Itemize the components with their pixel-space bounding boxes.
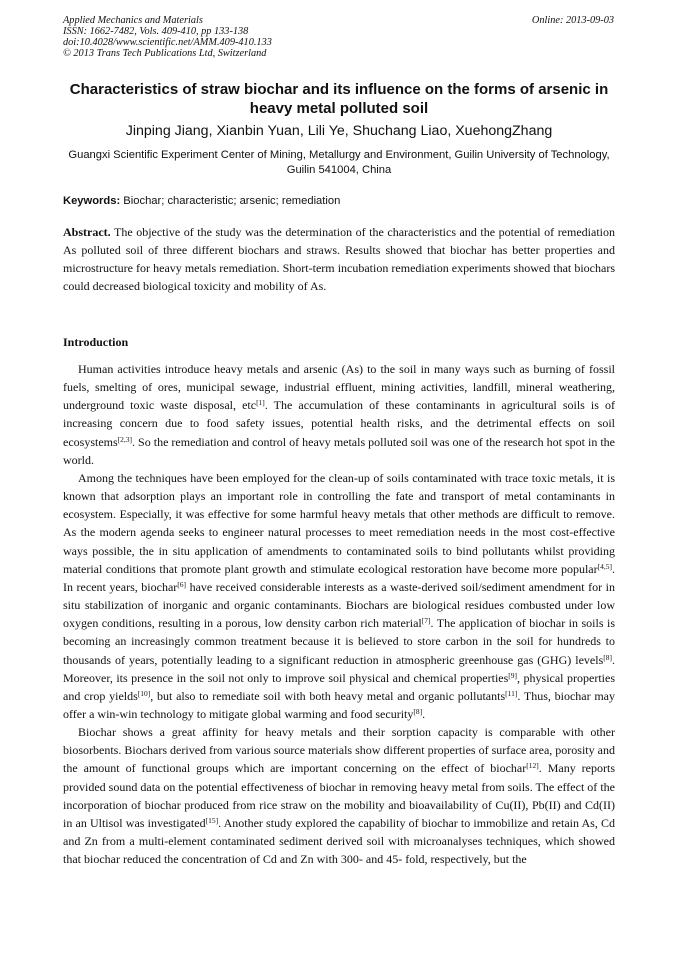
author-list: Jinping Jiang, Xianbin Yuan, Lili Ye, Shuchang Liao, XuehongZhang: [125, 123, 553, 139]
text-run: Among the techniques have been employed for the clean-up of soils contaminated with trace toxic metals, it is known that adsorption plays an important role in controlling the fate and transport of metal contaminants in ecosystem. Especially, it was effective for some harmful heavy metals that other methods are difficult to remove. As the modern agenda seeks to engineer natural processes to meet remediation needs in the most cost-effective ways possible, the in situ application of amendments to contaminated soils to bind pollutants whilst providing material conditions that promote plant growth and stimulate ecological restoration have become more popular: [63, 470, 615, 576]
citation: [8]: [413, 706, 423, 716]
journal-name: Applied Mechanics and Materials: [63, 15, 203, 26]
paper-title: Characteristics of straw biochar and its influence on the forms of arsenic in heavy metal polluted soil: [69, 81, 609, 117]
copyright-line: © 2013 Trans Tech Publications Ltd, Switzerland: [63, 48, 267, 59]
intro-paragraph-3: [63, 723, 615, 868]
citation: [9]: [508, 670, 518, 680]
text-run: . In recent years, biochar: [63, 561, 615, 594]
text-run: . Thus, biochar may offer a win-win technology to mitigate global warming and food security: [63, 688, 615, 721]
text-run: . So the remediation and control of heavy metals polluted soil was one of the research hot spot in the world.: [63, 434, 615, 467]
citation: [12]: [526, 761, 539, 771]
doi-line: doi:10.4028/www.scientific.net/AMM.409-410.133: [63, 37, 272, 48]
intro-paragraph-1: [63, 360, 615, 469]
text-run: . Another study explored the capability of biochar to immobilize and retain As, Cd and Zn from a multi-element contaminated sediment derived soil with microanalyses techniques, which showed that biochar reduced the concentration of Cd and Zn with 300- and 45- fold, respectively, but the: [63, 815, 615, 867]
text-run: . The accumulation of these contaminants in agricultural soils is of increasing concern due to food safety issues, potential health risks, and the detrimental effects on soil ecosystems: [63, 398, 615, 449]
citation: [10]: [137, 688, 151, 698]
journal-header: [63, 15, 272, 59]
text-run: . Many reports provided sound data on the potential effectiveness of biochar in removing heavy metal from soils. The effect of the incorporation of biochar produced from rice straw on the mobility and bioavailability of Cu(II), Pb(II) and Cd(II) in an Ultisol was investigated: [63, 761, 615, 830]
section-heading-introduction: Introduction: [63, 335, 129, 349]
citation: [15]: [205, 815, 219, 825]
text-run: , but also to remediate soil with both heavy metal and organic pollutants: [150, 688, 506, 703]
citation: [8]: [603, 652, 612, 662]
citation: [6]: [177, 579, 187, 589]
abstract-label: Abstract.: [63, 225, 111, 239]
keywords-text: Biochar; characteristic; arsenic; remediation: [120, 195, 341, 207]
affiliation: Guangxi Scientific Experiment Center of Mining, Metallurgy and Environment, Guilin University of Technology, Guilin 541004, China: [68, 149, 610, 176]
text-run: Biochar shows a great affinity for heavy metals and their sorption capacity is comparable with other biosorbents. Biochars derived from various source materials show different properties of surface area, porosity and the amount of functional groups which are important concerning on the effect of biochar: [63, 725, 615, 776]
abstract: [63, 223, 615, 296]
keywords-label: Keywords:: [63, 195, 121, 207]
text-run: have received considerable interests as a waste-derived soil/sediment amendment for in situ stabilization of inorganic and organic contaminants. Biochars are biological residues combusted under low oxygen conditions, resulting in a porous, low density carbon rich material: [63, 579, 615, 631]
abstract-text: The objective of the study was the determination of the characteristics and the potential of remediation As polluted soil of three different biochars and straws. Results showed that biochar has better properties and microstructure for heavy metals remediation. Short-term incubation remediation experiments showed that biochars could decreased biological toxicity and mobility of As.: [63, 225, 615, 294]
citation: [4,5]: [597, 561, 612, 571]
text-run: . The application of biochar in soils is becoming an increasingly common treatment because it is believed to store carbon in the soil for hundreds to thousands of years, potentially leading to a significant reduction in atmospheric greenhouse gas (GHG) levels: [63, 616, 615, 667]
citation: [2,3]: [117, 434, 133, 444]
text-run: .: [422, 706, 426, 721]
issn-line: ISSN: 1662-7482, Vols. 409-410, pp 133-138: [63, 26, 249, 37]
text-run: , physical properties and crop yields: [63, 670, 615, 703]
text-run: Human activities introduce heavy metals and arsenic (As) to the soil in many ways such as burning of fossil fuels, smelting of ores, municipal sewage, industrial effluent, mining activities, landfill, mineral weathering, underground toxic waste disposal, etc: [63, 362, 615, 413]
text-run: . Moreover, its presence in the soil not only to improve soil physical and chemical properties: [63, 652, 615, 685]
introduction-body: [63, 360, 615, 868]
citation: [7]: [421, 616, 431, 626]
citation: [1]: [256, 398, 265, 408]
keywords: [63, 194, 340, 209]
online-date: Online: 2013-09-03: [531, 15, 614, 26]
citation: [11]: [505, 688, 518, 698]
intro-paragraph-2: [63, 469, 615, 723]
